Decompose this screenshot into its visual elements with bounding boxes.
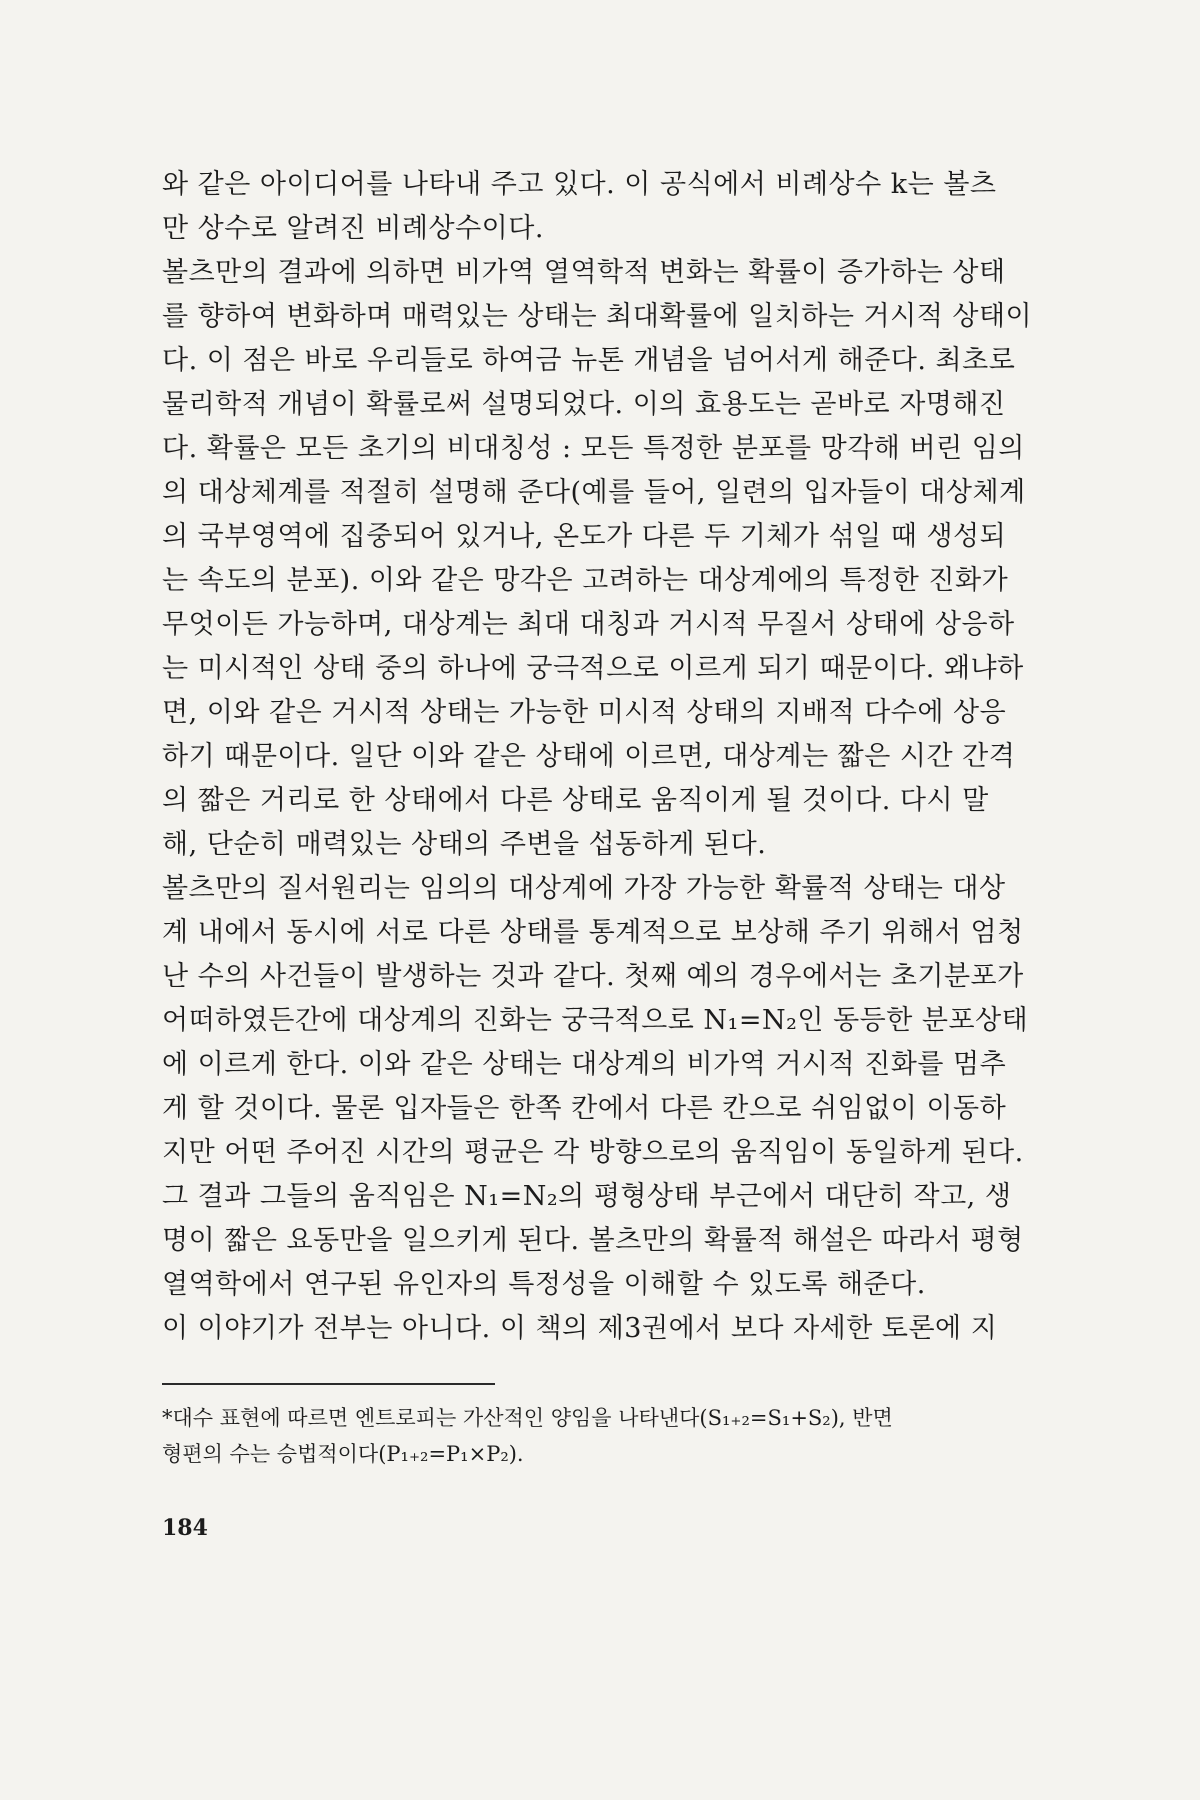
- text-line: 그 결과 그들의 움직임은 N₁=N₂의 평형상태 부근에서 대단히 작고, 생: [162, 1181, 1012, 1212]
- text-line: 난 수의 사건들이 발생하는 것과 같다. 첫째 예의 경우에서는 초기분포가: [162, 961, 1024, 992]
- text-line: 지만 어떤 주어진 시간의 평균은 각 방향으로의 움직임이 동일하게 된다.: [162, 1137, 1024, 1168]
- text-line: 물리학적 개념이 확률로써 설명되었다. 이의 효용도는 곧바로 자명해진: [162, 389, 1006, 420]
- footnote-line: 형편의 수는 승법적이다(P₁₊₂=P₁×P₂).: [162, 1442, 524, 1466]
- text-line: 볼츠만의 질서원리는 임의의 대상계에 가장 가능한 확률적 상태는 대상: [162, 873, 1006, 904]
- text-line: 명이 짧은 요동만을 일으키게 된다. 볼츠만의 확률적 해설은 따라서 평형: [162, 1225, 1024, 1256]
- text-line: 이 이야기가 전부는 아니다. 이 책의 제3권에서 보다 자세한 토론에 지: [162, 1313, 998, 1344]
- text-line: 다. 확률은 모든 초기의 비대칭성 : 모든 특정한 분포를 망각해 버린 임의: [162, 433, 1025, 464]
- text-line: 면, 이와 같은 거시적 상태는 가능한 미시적 상태의 지배적 다수에 상응: [162, 697, 1007, 728]
- footnote: [162, 1400, 1092, 1472]
- text-line: 볼츠만의 결과에 의하면 비가역 열역학적 변화는 확률이 증가하는 상태: [162, 257, 1006, 288]
- body-text: [162, 163, 1092, 1351]
- text-line: 해, 단순히 매력있는 상태의 주변을 섭동하게 된다.: [162, 829, 767, 860]
- text-line: 게 할 것이다. 물론 입자들은 한쪽 칸에서 다른 칸으로 쉬임없이 이동하: [162, 1093, 1007, 1124]
- text-line: 를 향하여 변화하며 매력있는 상태는 최대확률에 일치하는 거시적 상태이: [162, 301, 1033, 332]
- text-line: 다. 이 점은 바로 우리들로 하여금 뉴톤 개념을 넘어서게 해준다. 최초로: [162, 345, 1016, 376]
- footnote-divider: [162, 1383, 495, 1385]
- text-line: 만 상수로 알려진 비례상수이다.: [162, 213, 544, 244]
- text-line: 와 같은 아이디어를 나타내 주고 있다. 이 공식에서 비례상수 k는 볼츠: [162, 169, 997, 200]
- text-line: 에 이르게 한다. 이와 같은 상태는 대상계의 비가역 거시적 진화를 멈추: [162, 1049, 1007, 1080]
- text-line: 는 속도의 분포). 이와 같은 망각은 고려하는 대상계에의 특정한 진화가: [162, 565, 1009, 596]
- text-line: 하기 때문이다. 일단 이와 같은 상태에 이르면, 대상계는 짧은 시간 간격: [162, 741, 1016, 772]
- text-line: 어떠하였든간에 대상계의 진화는 궁극적으로 N₁=N₂인 동등한 분포상태: [162, 1005, 1029, 1036]
- text-line: 의 국부영역에 집중되어 있거나, 온도가 다른 두 기체가 섞일 때 생성되: [162, 521, 1007, 552]
- text-line: 계 내에서 동시에 서로 다른 상태를 통계적으로 보상해 주기 위해서 엄청: [162, 917, 1024, 948]
- text-line: 의 대상체계를 적절히 설명해 준다(예를 들어, 일련의 입자들이 대상체계: [162, 477, 1026, 508]
- page-number: 184: [162, 1515, 208, 1541]
- text-line: 의 짧은 거리로 한 상태에서 다른 상태로 움직이게 될 것이다. 다시 말: [162, 785, 989, 816]
- footnote-line: *대수 표현에 따르면 엔트로피는 가산적인 양임을 나타낸다(S₁₊₂=S₁+S₂), 반면: [162, 1406, 893, 1430]
- text-line: 는 미시적인 상태 중의 하나에 궁극적으로 이르게 되기 때문이다. 왜냐하: [162, 653, 1024, 684]
- text-line: 열역학에서 연구된 유인자의 특정성을 이해할 수 있도록 해준다.: [162, 1269, 926, 1300]
- text-line: 무엇이든 가능하며, 대상계는 최대 대칭과 거시적 무질서 상태에 상응하: [162, 609, 1015, 640]
